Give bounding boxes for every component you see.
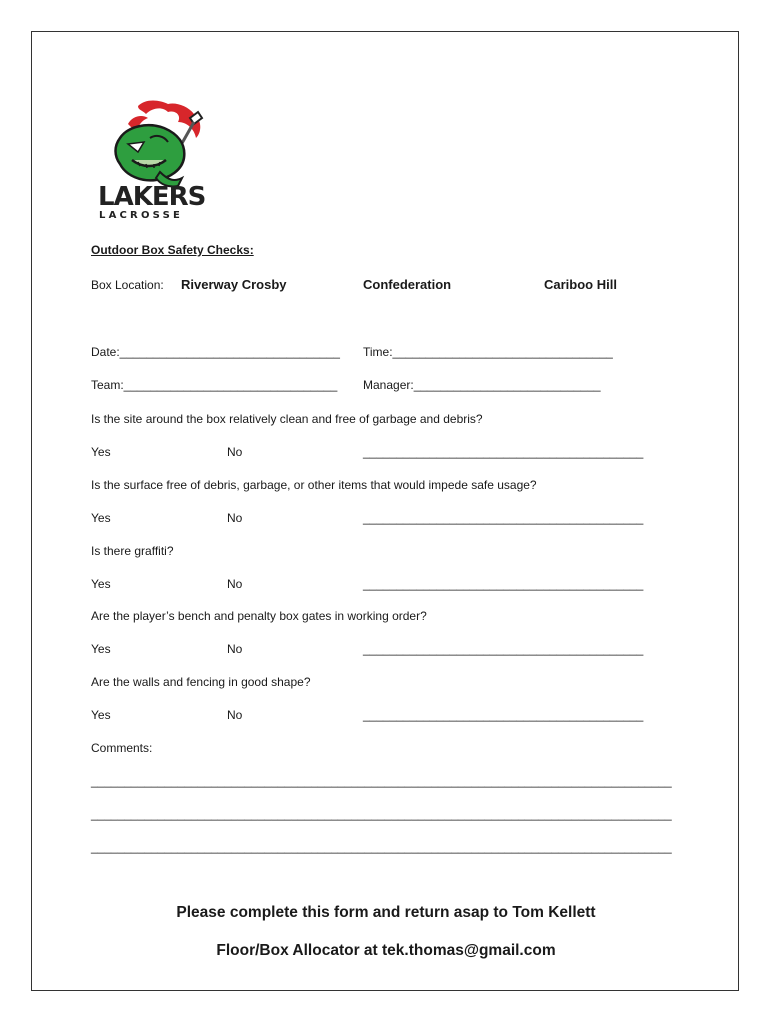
comments-label: Comments:	[91, 741, 153, 755]
form-page	[31, 31, 739, 991]
form-heading: Outdoor Box Safety Checks:	[91, 243, 254, 257]
comments-line-3[interactable]: _______________________________________________________________________________________	[91, 840, 672, 854]
question-2: Is the surface free of debris, garbage, or other items that would impede safe usage?	[91, 478, 537, 492]
lakers-lacrosse-logo	[98, 98, 210, 222]
comments-line-1[interactable]: _______________________________________________________________________________________	[91, 774, 672, 788]
box-location-label: Box Location:	[91, 278, 164, 292]
q5-no-option[interactable]: No	[227, 708, 243, 722]
footer-instruction: Please complete this form and return asap to Tom Kellett	[176, 904, 596, 921]
q2-yes-option[interactable]: Yes	[91, 511, 111, 525]
logo-wordmark-lacrosse: LACROSSE	[99, 210, 184, 221]
location-option-confederation[interactable]: Confederation	[363, 277, 452, 292]
q3-yes-option[interactable]: Yes	[91, 577, 111, 591]
q1-no-option[interactable]: No	[227, 445, 243, 459]
q2-no-option[interactable]: No	[227, 511, 243, 525]
q4-yes-option[interactable]: Yes	[91, 642, 111, 656]
q3-notes-line[interactable]: __________________________________________	[363, 577, 644, 591]
location-option-cariboo-hill[interactable]: Cariboo Hill	[544, 277, 617, 292]
comments-line-2[interactable]: _______________________________________________________________________________________	[91, 807, 672, 821]
q1-notes-line[interactable]: __________________________________________	[363, 445, 644, 459]
time-field[interactable]: Time:_________________________________	[363, 345, 613, 359]
q4-no-option[interactable]: No	[227, 642, 243, 656]
location-option-riverway-crosby[interactable]: Riverway Crosby	[181, 277, 287, 292]
footer-contact: Floor/Box Allocator at tek.thomas@gmail.com	[216, 942, 556, 959]
q2-notes-line[interactable]: __________________________________________	[363, 511, 644, 525]
question-3: Is there graffiti?	[91, 544, 174, 558]
manager-field[interactable]: Manager:____________________________	[363, 378, 601, 392]
question-4: Are the player’s bench and penalty box gates in working order?	[91, 609, 427, 623]
question-5: Are the walls and fencing in good shape?	[91, 675, 311, 689]
date-field[interactable]: Date:_________________________________	[91, 345, 340, 359]
question-1: Is the site around the box relatively clean and free of garbage and debris?	[91, 412, 483, 426]
logo-wordmark-lakers: LAKERS	[98, 182, 206, 212]
q4-notes-line[interactable]: __________________________________________	[363, 642, 644, 656]
q1-yes-option[interactable]: Yes	[91, 445, 111, 459]
q5-yes-option[interactable]: Yes	[91, 708, 111, 722]
q3-no-option[interactable]: No	[227, 577, 243, 591]
q5-notes-line[interactable]: __________________________________________	[363, 708, 644, 722]
team-field[interactable]: Team:________________________________	[91, 378, 338, 392]
